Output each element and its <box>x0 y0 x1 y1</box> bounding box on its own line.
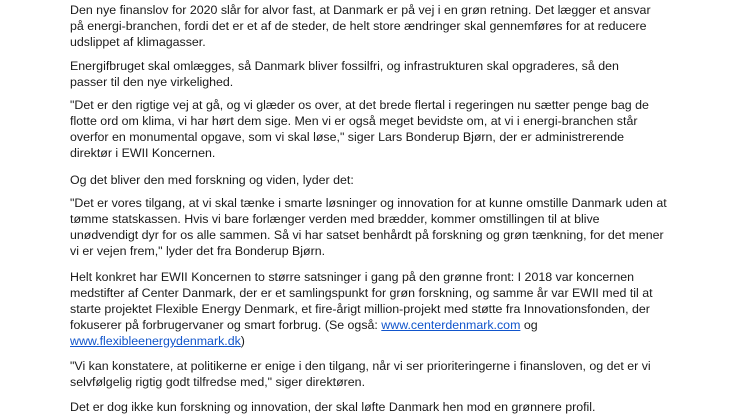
text-line <box>70 317 690 333</box>
text-line: flotte ord om klima, vi har hørt dem sige. Men vi er også meget bevidste om, at vi i energi-branchen står <box>70 114 638 128</box>
flexibleenergydenmark-link[interactable]: www.flexibleenergydenmark.dk <box>70 334 241 348</box>
centerdenmark-link[interactable]: www.centerdenmark.com <box>381 318 521 332</box>
text-line: Helt konkret har EWII Koncernen to større satsninger i gang på den grønne front: I 2018 var koncernen <box>70 270 635 284</box>
text-line: Det er dog ikke kun forskning og innovation, der skal løfte Danmark hen mod en grønnere profil. <box>70 400 596 414</box>
text-line: tømme statskassen. Hvis vi bare forlænger verden med brædder, kommer omstillingen til at blive <box>70 212 600 226</box>
paragraph-1 <box>70 2 690 50</box>
text-line: starte projektet Flexible Energy Denmark, et fire-årigt million-projekt med støtte fra Innovationsfonden, der <box>70 302 650 316</box>
paragraph-5 <box>70 195 690 259</box>
text-line: Og det bliver den med forskning og viden, lyder det: <box>70 173 354 187</box>
text-line: vi er vejen frem," lyder det fra Bonderup Bjørn. <box>70 244 326 258</box>
text-segment: fokuserer på forbrugervaner og smart forbrug. (Se også: <box>70 318 382 332</box>
paragraph-4 <box>70 172 690 188</box>
paragraph-3 <box>70 97 690 161</box>
text-line: "Det er vores tilgang, at vi skal tænke i smarte løsninger og innovation for at kunne omstille Danmark uden at <box>70 196 667 210</box>
text-segment: og <box>520 318 538 332</box>
paragraph-8 <box>70 399 690 415</box>
text-line: "Det er den rigtige vej at gå, og vi glæder os over, at det brede flertal i regeringen nu sætter penge bag de <box>70 98 649 112</box>
paragraph-6 <box>70 269 690 349</box>
text-line: medstifter af Center Danmark, der er et samlingspunkt for grøn forskning, og samme år var EWII med til at <box>70 286 653 300</box>
text-line: unødvendigt dyr for os alle sammen. Så vi har satset benhårdt på forskning og grøn tænkning, for det mener <box>70 228 664 242</box>
text-line: på energi-branchen, fordi det er et af de steder, de helt store ændringer skal gennemføres for at reducere <box>70 19 647 33</box>
text-line: Energifbruget skal omlægges, så Danmark bliver fossilfri, og infrastrukturen skal opgraderes, så den <box>70 59 619 73</box>
text-line: overfor en monumental opgave, som vi skal løse," siger Lars Bonderup Bjørn, der er administrerende <box>70 130 624 144</box>
text-line: passer til den nye virkelighed. <box>70 75 234 89</box>
text-line <box>70 333 690 349</box>
paragraph-2 <box>70 58 690 90</box>
paragraph-7 <box>70 358 690 390</box>
text-line: direktør i EWII Koncernen. <box>70 146 216 160</box>
text-segment: ) <box>240 334 245 348</box>
text-line: udslippet af klimagasser. <box>70 35 206 49</box>
text-line: Den nye finanslov for 2020 slår for alvor fast, at Danmark er på vej i en grøn retning. Det lægger et ansvar <box>70 3 651 17</box>
text-line: "Vi kan konstatere, at politikerne er enige i den tilgang, når vi ser prioriteringerne i finansloven, og det er vi <box>70 359 651 373</box>
text-line: selvfølgelig rigtig godt tilfredse med," siger direktøren. <box>70 375 366 389</box>
